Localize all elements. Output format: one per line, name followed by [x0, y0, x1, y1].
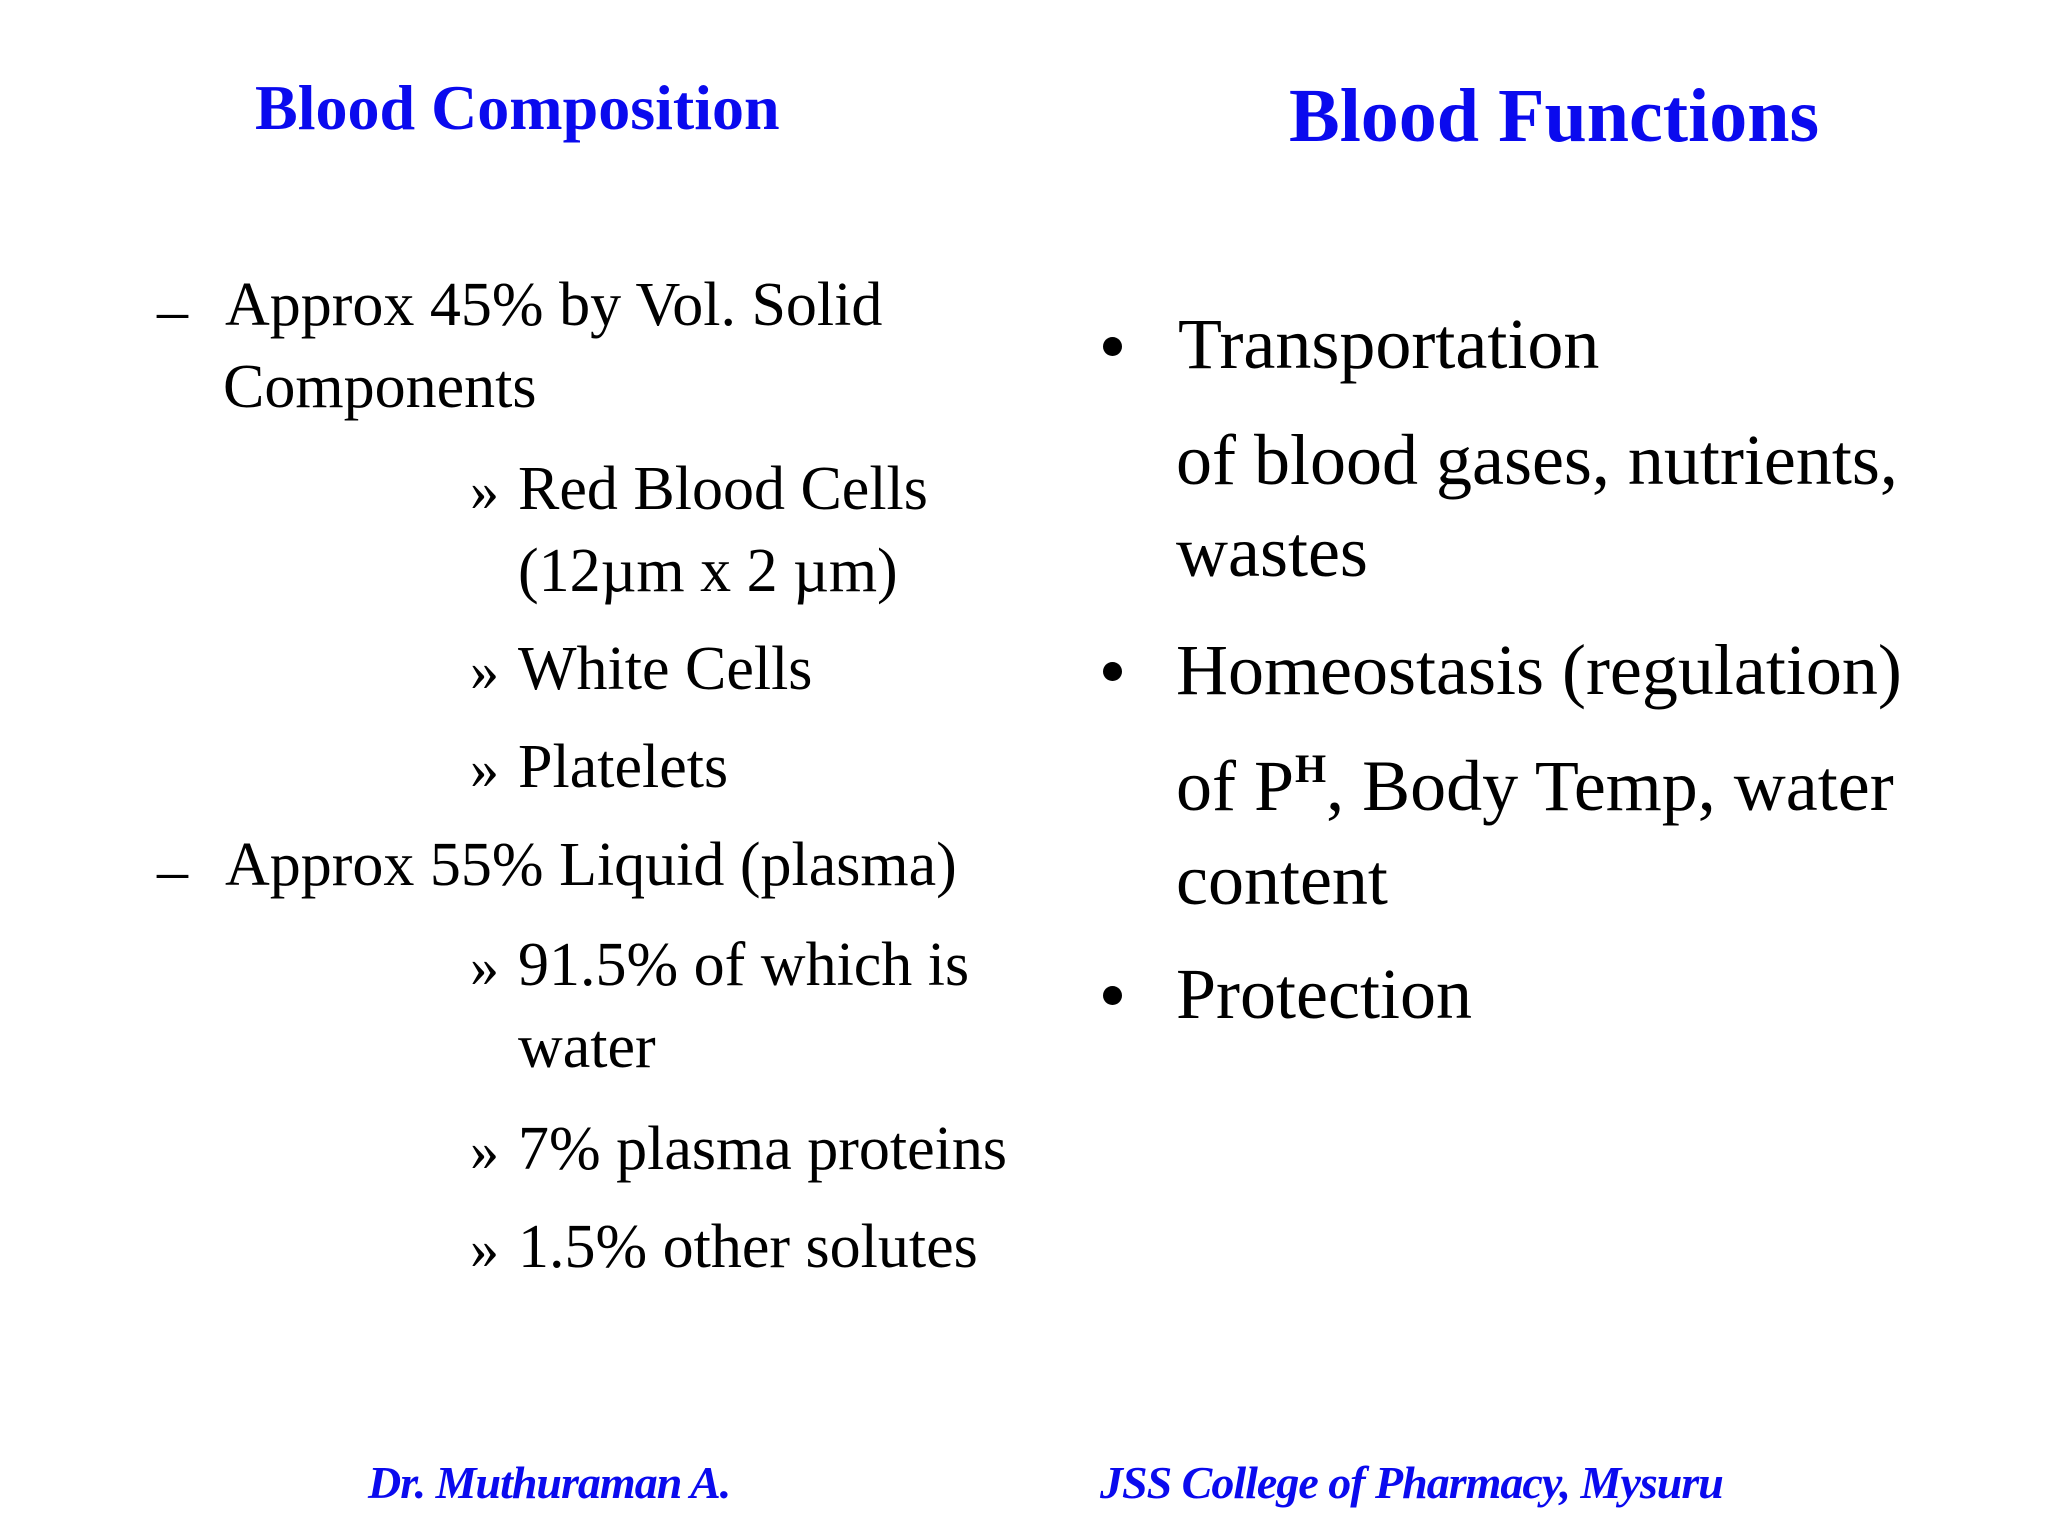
dash-marker: – — [157, 277, 188, 345]
ph-prefix: of P — [1176, 746, 1295, 826]
dash-marker: – — [157, 837, 188, 905]
list-item-red-blood-cells: Red Blood Cells — [518, 455, 928, 523]
bullet-icon — [1103, 337, 1122, 356]
bullet-icon — [1103, 986, 1122, 1005]
list-item-white-cells: White Cells — [518, 635, 813, 703]
function-transportation-detail-cont: wastes — [1176, 512, 1368, 592]
raquo-marker: » — [470, 1118, 499, 1183]
blood-composition-title: Blood Composition — [255, 72, 780, 143]
function-transportation: Transportation — [1178, 304, 1600, 384]
function-protection: Protection — [1176, 954, 1472, 1034]
list-item-liquid-plasma: Approx 55% Liquid (plasma) — [225, 831, 957, 899]
raquo-marker: » — [470, 458, 499, 523]
function-transportation-detail: of blood gases, nutrients, — [1176, 420, 1898, 500]
raquo-marker: » — [470, 736, 499, 801]
ph-superscript: H — [1295, 746, 1327, 791]
ph-suffix: , Body Temp, water — [1326, 746, 1894, 826]
footer-author: Dr. Muthuraman A. — [368, 1457, 731, 1508]
list-item-solid-components: Approx 45% by Vol. Solid — [225, 271, 883, 339]
list-item-water-percent-cont: water — [518, 1013, 656, 1081]
list-item-water-percent: 91.5% of which is — [518, 931, 970, 999]
blood-functions-title: Blood Functions — [1289, 74, 1820, 158]
raquo-marker: » — [470, 1216, 499, 1281]
footer-institution: JSS College of Pharmacy, Mysuru — [1100, 1457, 1723, 1508]
raquo-marker: » — [470, 934, 499, 999]
function-homeostasis-detail-cont: content — [1176, 840, 1388, 920]
list-item-red-blood-cells-size: (12µm x 2 µm) — [518, 537, 898, 605]
bullet-icon — [1103, 662, 1122, 681]
list-item-plasma-proteins: 7% plasma proteins — [518, 1115, 1008, 1183]
function-homeostasis: Homeostasis (regulation) — [1176, 630, 1902, 710]
raquo-marker: » — [470, 638, 499, 703]
list-item-solid-components-cont: Components — [223, 353, 537, 421]
list-item-platelets: Platelets — [518, 733, 729, 801]
list-item-other-solutes: 1.5% other solutes — [518, 1213, 978, 1281]
function-homeostasis-detail — [1176, 746, 1894, 826]
